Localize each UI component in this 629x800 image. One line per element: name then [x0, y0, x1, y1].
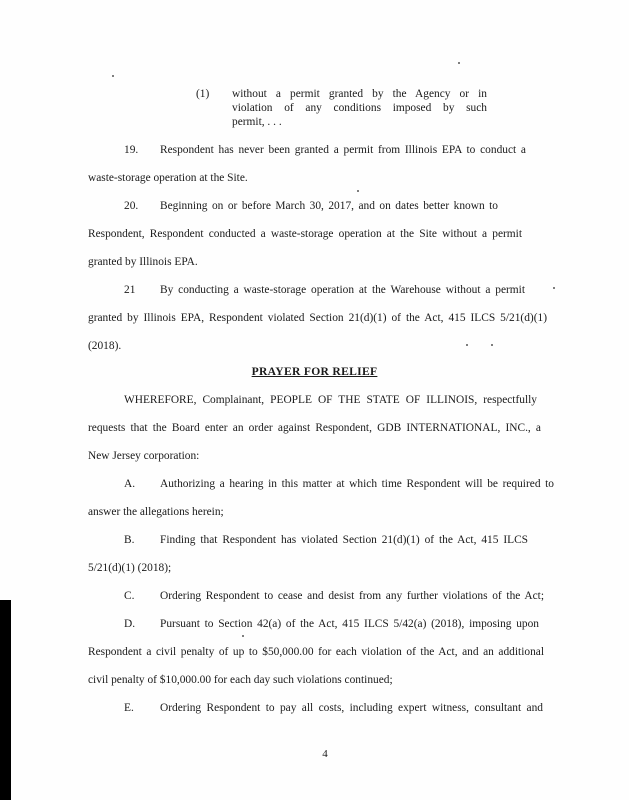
paragraph-line: By conducting a waste-storage operation at the Warehouse without a permit — [160, 284, 525, 296]
scan-speck — [553, 287, 555, 289]
relief-letter: D. — [124, 618, 136, 630]
relief-letter: C. — [124, 590, 135, 602]
paragraph-number: 20. — [124, 200, 139, 212]
prayer-intro-line: New Jersey corporation: — [88, 450, 200, 462]
paragraph-line: Respondent, Respondent conducted a waste-storage operation at the Site without a permit — [88, 228, 522, 240]
relief-line: Finding that Respondent has violated Section 21(d)(1) of the Act, 415 ILCS — [160, 534, 528, 546]
scan-speck — [458, 62, 460, 64]
scan-speck — [112, 75, 114, 77]
relief-line: Ordering Respondent to cease and desist from any further violations of the Act; — [160, 590, 544, 602]
paragraph-line: granted by Illinois EPA. — [88, 256, 198, 268]
paragraph-line: (2018). — [88, 340, 122, 352]
prayer-intro-line: WHEREFORE, Complainant, PEOPLE OF THE STATE OF ILLINOIS, respectfully — [124, 394, 537, 406]
quote-marker: (1) — [196, 88, 210, 100]
relief-line: answer the allegations herein; — [88, 506, 224, 518]
scan-speck — [491, 344, 493, 346]
paragraph-line: granted by Illinois EPA, Respondent violated Section 21(d)(1) of the Act, 415 ILCS 5/21(d)(1) — [88, 312, 547, 324]
paragraph-line: waste-storage operation at the Site. — [88, 172, 248, 184]
relief-letter: B. — [124, 534, 135, 546]
paragraph-number: 21 — [124, 284, 136, 296]
relief-line: civil penalty of $10,000.00 for each day such violations continued; — [88, 674, 393, 686]
quote-line: without a permit granted by the Agency or in — [232, 88, 487, 100]
relief-letter: E. — [124, 702, 134, 714]
section-heading: PRAYER FOR RELIEF — [251, 365, 378, 378]
scan-speck — [466, 344, 468, 346]
relief-line: Respondent a civil penalty of up to $50,000.00 for each violation of the Act, and an additional — [88, 646, 544, 658]
page-number: 4 — [322, 748, 328, 760]
prayer-intro-line: requests that the Board enter an order against Respondent, GDB INTERNATIONAL, INC., a — [88, 422, 541, 434]
paragraph-number: 19. — [124, 144, 139, 156]
scan-edge-shadow — [0, 600, 11, 800]
paragraph-line: Beginning on or before March 30, 2017, and on dates better known to — [160, 200, 498, 212]
quote-line: permit, . . . — [232, 116, 282, 128]
relief-line: Authorizing a hearing in this matter at which time Respondent will be required to — [160, 478, 554, 490]
quote-line: violation of any conditions imposed by such — [232, 102, 487, 114]
relief-line: Pursuant to Section 42(a) of the Act, 415 ILCS 5/42(a) (2018), imposing upon — [160, 618, 539, 630]
paragraph-line: Respondent has never been granted a permit from Illinois EPA to conduct a — [160, 144, 526, 156]
relief-line: Ordering Respondent to pay all costs, including expert witness, consultant and — [160, 702, 543, 714]
relief-letter: A. — [124, 478, 136, 490]
relief-line: 5/21(d)(1) (2018); — [88, 562, 172, 574]
scan-speck — [242, 635, 244, 637]
scan-speck — [357, 190, 359, 192]
